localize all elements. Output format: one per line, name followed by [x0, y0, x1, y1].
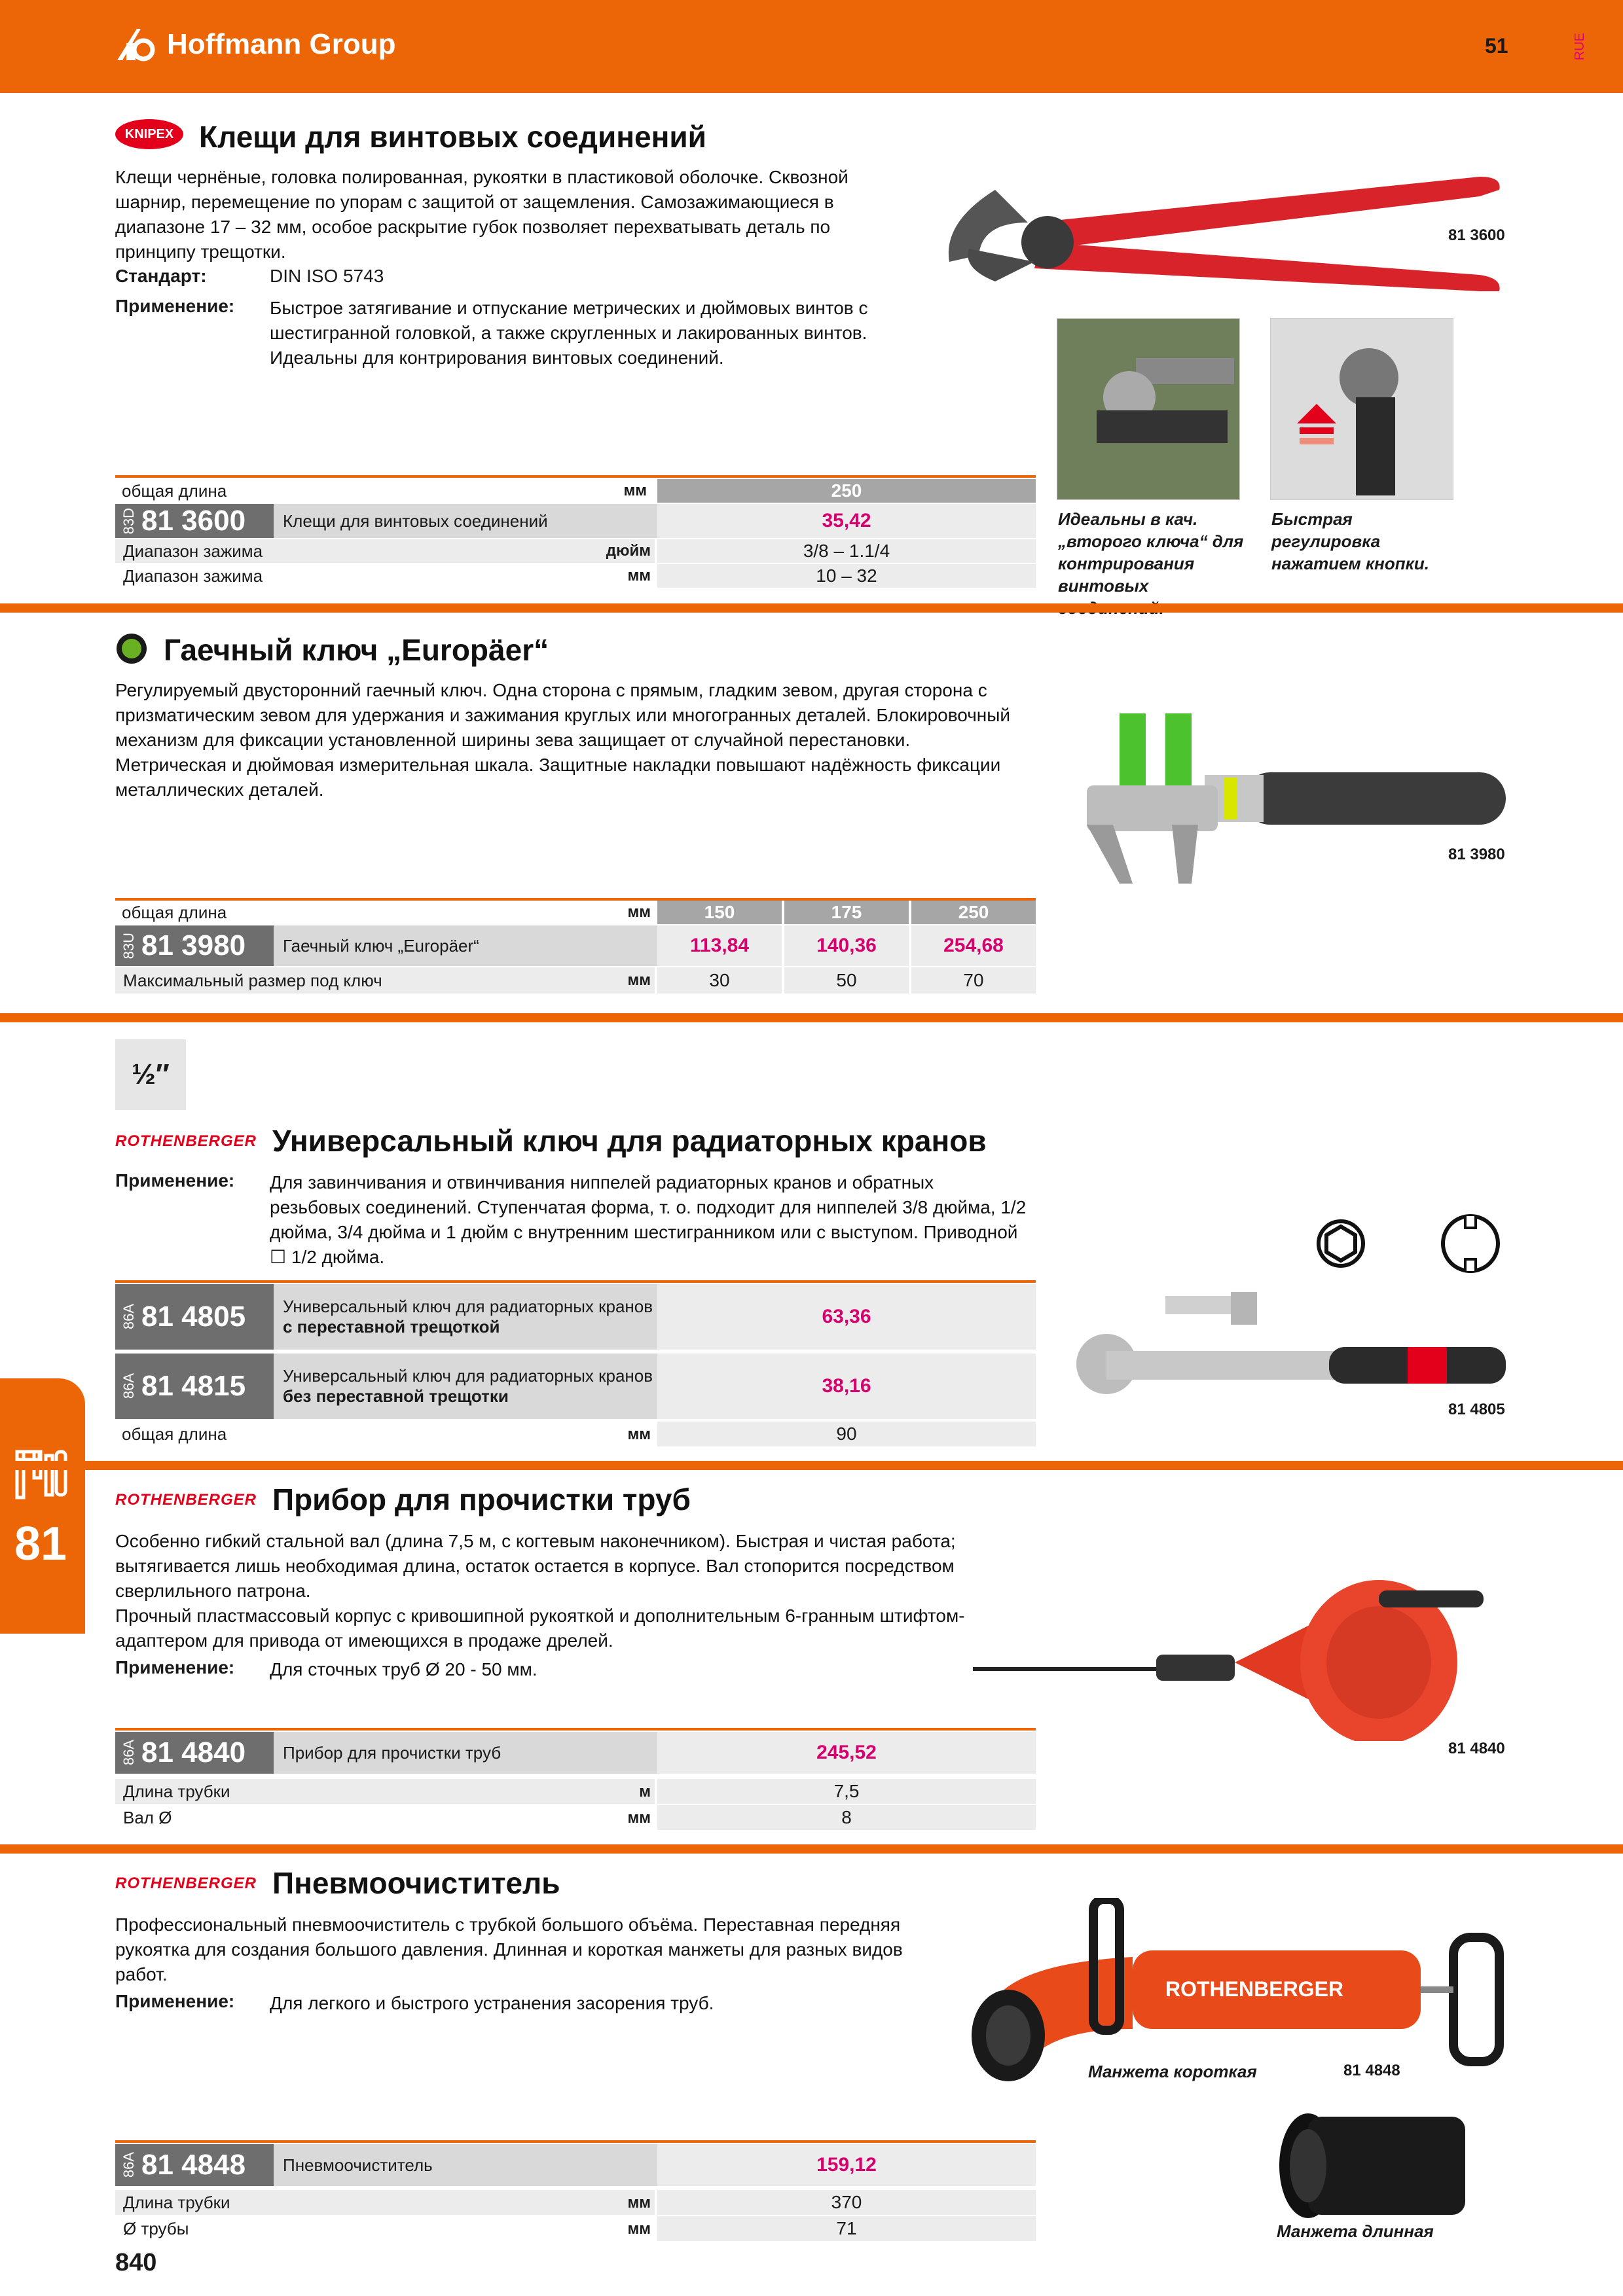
article-price: 63,36 — [657, 1284, 1036, 1350]
shaft-diameter-label: Вал Ø — [123, 1807, 172, 1827]
total-length-label: общая длина — [122, 902, 227, 922]
price-250: 254,68 — [911, 925, 1036, 966]
length-250: 250 — [911, 901, 1036, 924]
chapter-tab[interactable] — [0, 1378, 85, 1634]
table-top-rule — [115, 475, 1036, 478]
long-cuff-image — [1275, 2110, 1478, 2221]
section-title: Пневмоочиститель — [272, 1866, 560, 1900]
tube-diameter-label: Ø трубы — [123, 2218, 189, 2238]
article-description: Пневмоочиститель — [274, 2144, 664, 2186]
article-number: 81 4840 — [141, 1736, 246, 1768]
standard-value: DIN ISO 5743 — [270, 266, 384, 286]
application-value: Для легкого и быстрого устранения засорения труб. — [270, 1993, 714, 2013]
total-length-unit: мм — [623, 482, 647, 499]
caption-quick-adjust: Быстрая регулировка нажатием кнопки. — [1271, 509, 1429, 573]
drain-cleaner-image — [973, 1545, 1510, 1741]
max-key-size-175: 50 — [784, 967, 909, 994]
max-key-size-label: Максимальный размер под ключ — [115, 967, 655, 994]
price-175: 140,36 — [784, 925, 909, 966]
image-article-label: 81 4805 — [1448, 1401, 1505, 1418]
max-key-size-unit: мм — [627, 971, 651, 989]
total-length-value: 250 — [657, 479, 1036, 503]
article-price: 35,42 — [657, 504, 1036, 538]
section-divider — [0, 1013, 1623, 1022]
article-number: 81 4815 — [141, 1370, 246, 1402]
section-title: Прибор для прочистки труб — [272, 1482, 691, 1516]
article-description-line2: без переставной трещотки — [283, 1386, 509, 1406]
section-title: Гаечный ключ „Europäer“ — [164, 633, 549, 667]
article-description — [274, 1354, 664, 1419]
total-length-label: общая длина — [122, 1424, 227, 1444]
rothenberger-logo: ROTHENBERGER — [115, 1491, 257, 1509]
article-price: 38,16 — [657, 1354, 1036, 1419]
ratchet-key-image — [1067, 1292, 1512, 1397]
rothenberger-logo: ROTHENBERGER — [115, 1874, 257, 1892]
tube-diameter-value: 71 — [657, 2216, 1036, 2241]
section-description-2: Прочный пластмассовый корпус с кривошипной рукояткой и дополнительным 6-гранным штифтом-адаптером для привода от имеющихся в продаже дрелей. — [115, 1605, 965, 1651]
caption-long-cuff: Манжета длинная — [1277, 2221, 1434, 2241]
article-number-cell[interactable] — [115, 1284, 274, 1350]
section-description: Профессиональный пневмоочиститель с трубкой большого объёма. Переставная передняя рукоятка для создания большого давления. Длинная и короткая манжеты для разных видов работ. — [115, 1914, 903, 1984]
round-socket-icon — [1438, 1208, 1503, 1279]
total-length-value: 90 — [657, 1422, 1036, 1446]
tube-length-unit: м — [639, 1783, 651, 1801]
section-title: Клещи для винтовых соединений — [199, 120, 706, 154]
image-article-label: 81 3600 — [1448, 226, 1505, 244]
article-number: 81 3980 — [141, 929, 246, 961]
length-175: 175 — [784, 901, 909, 924]
application-label: Применение: — [115, 1657, 235, 1677]
price-150: 113,84 — [657, 925, 782, 966]
tube-length-label: Длина трубки — [115, 1779, 655, 1804]
article-number: 81 3600 — [141, 505, 246, 537]
article-number: 81 4805 — [141, 1300, 246, 1333]
article-prefix: 83U — [120, 932, 137, 960]
article-number-cell[interactable] — [115, 925, 274, 966]
brand-icon — [115, 632, 148, 665]
section-description: Клещи чернёные, головка полированная, рукоятки в пластиковой оболочке. Сквозной шарнир, перемещение по упорам с защитой от защемления. Самозажимающиеся в диапазоне 17 – 32 мм, особое раскрытие губок позволяет перехватывать деталь по принципу трещотки. — [115, 167, 848, 262]
article-number-cell[interactable] — [115, 1732, 274, 1774]
tools-icon — [14, 1449, 71, 1501]
article-description-line2: с переставной трещоткой — [283, 1317, 500, 1336]
section-divider — [0, 1461, 1623, 1470]
article-price: 159,12 — [657, 2144, 1036, 2186]
shaft-diameter-value: 8 — [657, 1805, 1036, 1830]
section-description: Регулируемый двусторонний гаечный ключ. Одна сторона с прямым, гладким зевом, другая сторона с призматическим зевом для удержания и зажимания круглых или многогранных деталей. Блокировочный механизм для фиксации установленной ширины зева защищает от случайной перестановки. Метрическая и дюймовая измерительная шкала. Защитные накладки повышают надёжность фиксации металлических деталей. — [115, 680, 1011, 800]
article-description-line1: Универсальный ключ для радиаторных кранов — [283, 1297, 653, 1316]
page-number: 51 — [1485, 34, 1508, 58]
article-prefix: 86A — [120, 1740, 137, 1766]
tube-diameter-unit: мм — [627, 2220, 651, 2238]
table-top-rule — [115, 2140, 1036, 2143]
table-top-rule — [115, 1728, 1036, 1731]
clamp-range-inch-value: 3/8 – 1.1/4 — [657, 539, 1036, 563]
section-divider — [0, 603, 1623, 613]
clamp-range-inch-unit: дюйм — [606, 542, 651, 560]
photo-second-key — [1057, 318, 1240, 500]
rothenberger-logo: ROTHENBERGER — [115, 1132, 257, 1150]
section-description: Особенно гибкий стальной вал (длина 7,5 м, с когтевым наконечником). Быстрая и чистая работа; вытягивается лишь необходимая длина, остаток остается в корпусе. Вал стопорится посредством сверлильного патрона. — [115, 1531, 956, 1601]
max-key-size-250: 70 — [911, 967, 1036, 994]
section-divider — [0, 1844, 1623, 1854]
chapter-number: 81 — [14, 1518, 67, 1570]
article-description: Прибор для прочистки труб — [274, 1732, 664, 1774]
image-article-label: 81 4840 — [1448, 1740, 1505, 1757]
caption-second-key: Идеальны в кач. „второго ключа“ для контрирования винтовых — [1058, 509, 1244, 596]
article-prefix: 83D — [120, 507, 137, 535]
article-description: Гаечный ключ „Europäer“ — [274, 925, 664, 966]
tube-length-value: 370 — [657, 2190, 1036, 2215]
clamp-range-inch-label: Диапазон зажима — [115, 539, 655, 563]
section-title: Универсальный ключ для радиаторных кранов — [272, 1124, 987, 1158]
article-number-cell[interactable] — [115, 2144, 274, 2186]
application-label: Применение: — [115, 1170, 235, 1191]
article-description — [274, 1284, 664, 1350]
row-total-length — [122, 479, 646, 503]
clamp-range-mm-label: Диапазон зажима — [123, 565, 263, 586]
pneumatic-cleaner-image — [969, 1898, 1506, 2081]
logo-text: Hoffmann Group — [167, 28, 396, 60]
application-value: Для завинчивания и отвинчивания ниппелей радиаторных кранов и обратных резьбовых соединений. Ступенчатая форма, т. о. подходит для ниппелей 3/8 дюйма, 1/2 дюйма, 3/4 дюйма и 1 дюйм с внутренним шестигранником или с выступом. Приводной ☐ 1/2 дюйма. — [270, 1172, 1027, 1267]
article-prefix: 86A — [120, 1304, 137, 1330]
article-description-line1: Универсальный ключ для радиаторных кранов — [283, 1366, 653, 1386]
application-label: Применение: — [115, 296, 235, 316]
article-number-cell[interactable] — [115, 504, 274, 538]
tube-length-label: Длина трубки — [115, 2190, 655, 2215]
image-article-label: 81 3980 — [1448, 846, 1505, 863]
hexagon-socket-icon — [1316, 1208, 1366, 1279]
article-number: 81 4848 — [141, 2149, 246, 2181]
max-key-size-150: 30 — [657, 967, 782, 994]
article-number-cell[interactable] — [115, 1354, 274, 1419]
standard-label: Стандарт: — [115, 266, 207, 286]
drive-size-badge: ½″ — [115, 1039, 186, 1110]
application-value: Для сточных труб Ø 20 - 50 мм. — [270, 1659, 538, 1679]
shaft-diameter-unit: мм — [627, 1809, 651, 1827]
footer-page-number: 840 — [115, 2249, 157, 2276]
photo-quick-adjust — [1270, 318, 1453, 500]
length-150: 150 — [657, 901, 782, 924]
caption-short-cuff: Манжета короткая — [1088, 2062, 1257, 2081]
wrench-image — [1074, 707, 1519, 897]
table-top-rule — [115, 1280, 1036, 1283]
image-brand-label: ROTHENBERGER — [1165, 1977, 1344, 2001]
article-prefix: 86A — [120, 1373, 137, 1399]
total-length-unit: мм — [627, 903, 651, 921]
pliers-image — [917, 151, 1506, 314]
image-article-label: 81 4848 — [1343, 2062, 1400, 2079]
total-length-unit: мм — [627, 1426, 651, 1443]
application-label: Применение: — [115, 1991, 235, 2011]
tube-length-unit: мм — [627, 2194, 651, 2212]
article-price: 245,52 — [657, 1732, 1036, 1774]
knipex-logo-text: KNIPEX — [124, 126, 174, 141]
application-value: Быстрое затягивание и отпускание метрических и дюймовых винтов с шестигранной головкой, а также скругленных и лакированных винтов. Идеальны для контрирования винтовых соединений. — [270, 298, 868, 368]
total-length-label: общая длина — [122, 480, 227, 501]
knipex-logo — [115, 119, 183, 149]
article-description: Клещи для винтовых соединений — [274, 504, 664, 538]
clamp-range-mm-unit: мм — [627, 567, 651, 584]
hoffmann-logo — [115, 26, 396, 63]
tube-length-value: 7,5 — [657, 1779, 1036, 1804]
clamp-range-mm-value: 10 – 32 — [657, 564, 1036, 588]
language-code: RUE — [1573, 33, 1587, 61]
article-prefix: 86A — [120, 2152, 137, 2178]
hoffmann-logo-icon — [115, 26, 160, 63]
